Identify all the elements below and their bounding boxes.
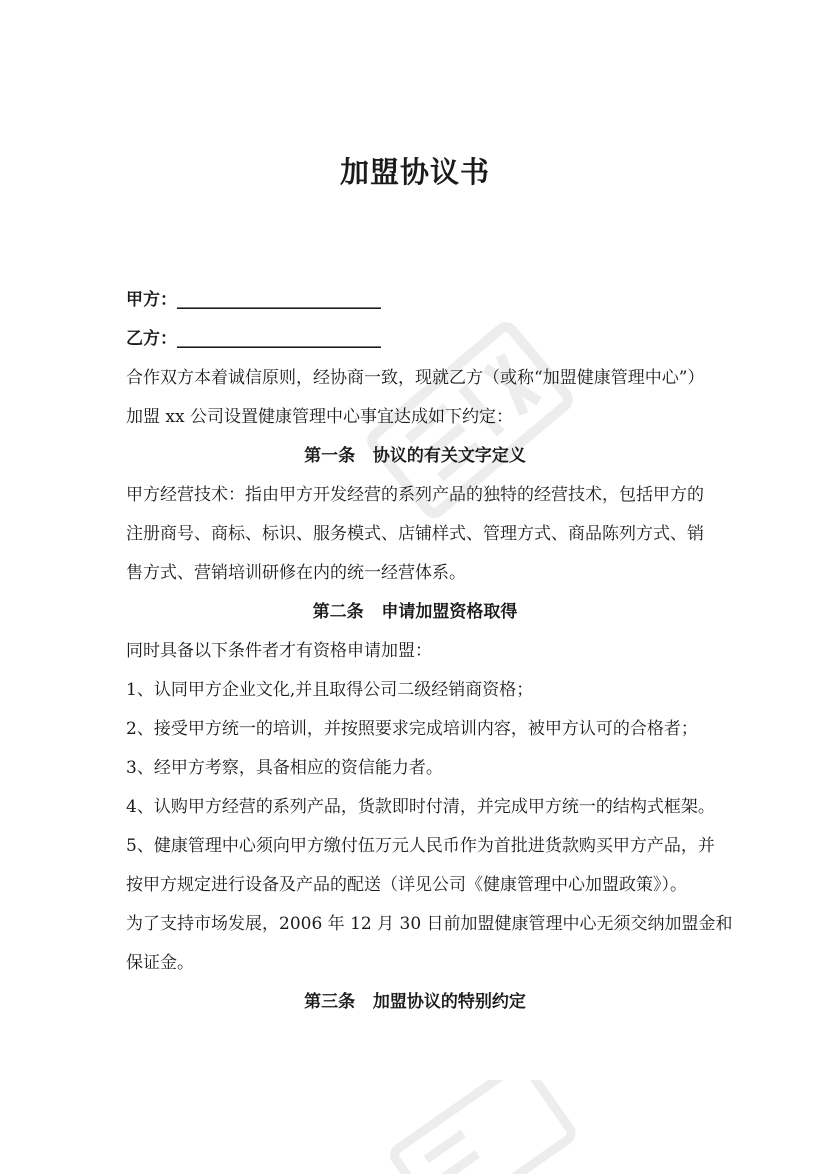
article-1-heading: 第一条 协议的有关文字定义 [304, 446, 526, 466]
article-1-line: 注册商号、商标、标识、服务模式、店铺样式、管理方式、商品陈列方式、销 [126, 524, 704, 544]
article-2-heading: 第二条 申请加盟资格取得 [312, 602, 518, 622]
intro-line: 合作双方本着诚信原则，经协商一致，现就乙方（或称“加盟健康管理中心”） [126, 368, 705, 388]
article-2-line: 同时具备以下条件者才有资格申请加盟： [126, 641, 432, 661]
article-2-line: 保证金。 [126, 953, 194, 973]
party-a-field: 甲方：________________________ [126, 290, 381, 310]
article-2-line: 为了支持市场发展，2006 年 12 月 30 日前加盟健康管理中心无须交纳加盟金和 [126, 914, 733, 934]
article-1-line: 甲方经营技术：指由甲方开发经营的系列产品的独特的经营技术，包括甲方的 [126, 485, 704, 505]
article-3-heading: 第三条 加盟协议的特别约定 [304, 992, 526, 1012]
article-2-line: 4、认购甲方经营的系列产品，货款即时付清，并完成甲方统一的结构式框架。 [126, 797, 715, 817]
article-2-line: 1、认同甲方企业文化,并且取得公司二级经销商资格； [126, 680, 534, 700]
article-1-line: 售方式、营销培训研修在内的统一经营体系。 [126, 563, 466, 583]
document-title: 加盟协议书 [339, 155, 490, 189]
party-b-field: 乙方：________________________ [126, 329, 381, 349]
article-2-line: 3、经甲方考察，具备相应的资信能力者。 [126, 758, 443, 778]
article-2-line: 按甲方规定进行设备及产品的配送（详见公司《健康管理中心加盟政策》）。 [126, 875, 687, 895]
intro-line: 加盟 xx 公司设置健康管理中心事宜达成如下约定： [126, 407, 513, 427]
watermark-icon [380, 1080, 580, 1174]
article-2-line: 2、接受甲方统一的培训，并按照要求完成培训内容，被甲方认可的合格者； [126, 719, 698, 739]
article-2-line: 5、健康管理中心须向甲方缴付伍万元人民币作为首批进货款购买甲方产品，并 [126, 836, 715, 856]
